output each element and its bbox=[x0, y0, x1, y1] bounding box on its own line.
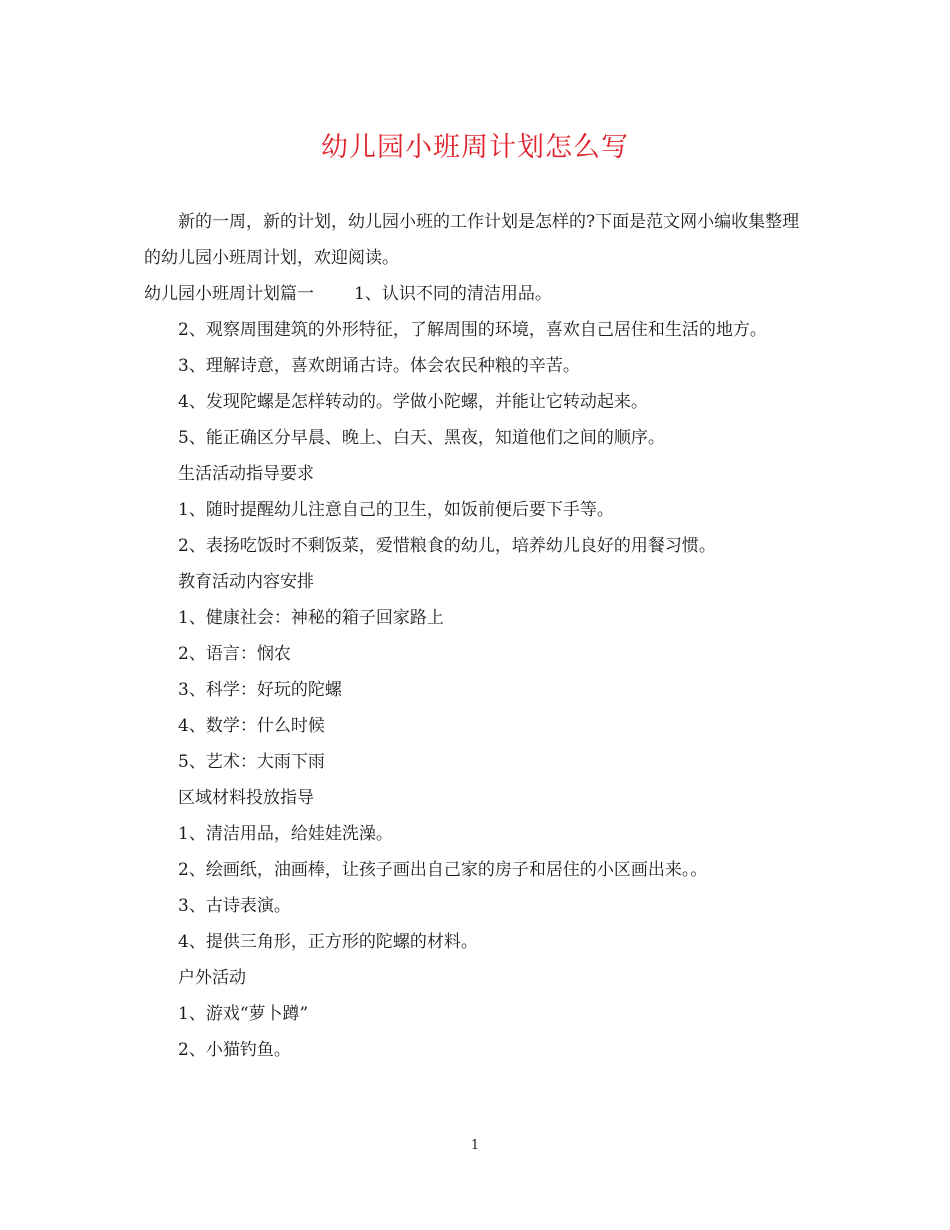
life-item: 2、表扬吃饭时不剩饭菜，爱惜粮食的幼儿，培养幼儿良好的用餐习惯。 bbox=[178, 536, 716, 556]
goal-item: 2、观察周围建筑的外形特征，了解周围的环境，喜欢自己居住和生活的地方。 bbox=[178, 320, 767, 340]
intro-paragraph: 新的一周，新的计划，幼儿园小班的工作计划是怎样的?下面是范文网小编收集整理的幼儿园小班周计划，欢迎阅读。 bbox=[144, 212, 800, 268]
section-heading-outdoor: 户外活动 bbox=[178, 968, 246, 988]
outdoor-item: 1、游戏“萝卜蹲” bbox=[178, 1004, 309, 1024]
education-item: 4、数学：什么时候 bbox=[178, 716, 325, 736]
page-number: 1 bbox=[470, 1138, 480, 1153]
document-body bbox=[144, 204, 814, 1068]
area-item: 1、清洁用品，给娃娃洗澡。 bbox=[178, 824, 393, 844]
part-label: 幼儿园小班周计划篇一 bbox=[144, 284, 314, 304]
part-line bbox=[144, 276, 814, 312]
document-title: 幼儿园小班周计划怎么写 bbox=[321, 132, 629, 163]
education-item: 3、科学：好玩的陀螺 bbox=[178, 680, 342, 700]
goal-item: 1、认识不同的清洁用品。 bbox=[354, 284, 552, 304]
goal-item: 4、发现陀螺是怎样转动的。学做小陀螺，并能让它转动起来。 bbox=[178, 392, 648, 412]
area-item: 2、绘画纸，油画棒，让孩子画出自己家的房子和居住的小区画出来。。 bbox=[178, 860, 708, 880]
education-item: 5、艺术：大雨下雨 bbox=[178, 752, 325, 772]
section-heading-education: 教育活动内容安排 bbox=[178, 572, 314, 592]
section-heading-life: 生活活动指导要求 bbox=[178, 464, 314, 484]
area-item: 3、古诗表演。 bbox=[178, 896, 291, 916]
outdoor-item: 2、小猫钓鱼。 bbox=[178, 1040, 291, 1060]
education-item: 2、语言：悯农 bbox=[178, 644, 291, 664]
education-item: 1、健康社会：神秘的箱子回家路上 bbox=[178, 608, 444, 628]
goal-item: 3、理解诗意，喜欢朗诵古诗。体会农民种粮的辛苦。 bbox=[178, 356, 580, 376]
section-heading-area: 区域材料投放指导 bbox=[178, 788, 314, 808]
area-item: 4、提供三角形，正方形的陀螺的材料。 bbox=[178, 932, 478, 952]
life-item: 1、随时提醒幼儿注意自己的卫生，如饭前便后要下手等。 bbox=[178, 500, 614, 520]
goal-item: 5、能正确区分早晨、晚上、白天、黑夜，知道他们之间的顺序。 bbox=[178, 428, 665, 448]
